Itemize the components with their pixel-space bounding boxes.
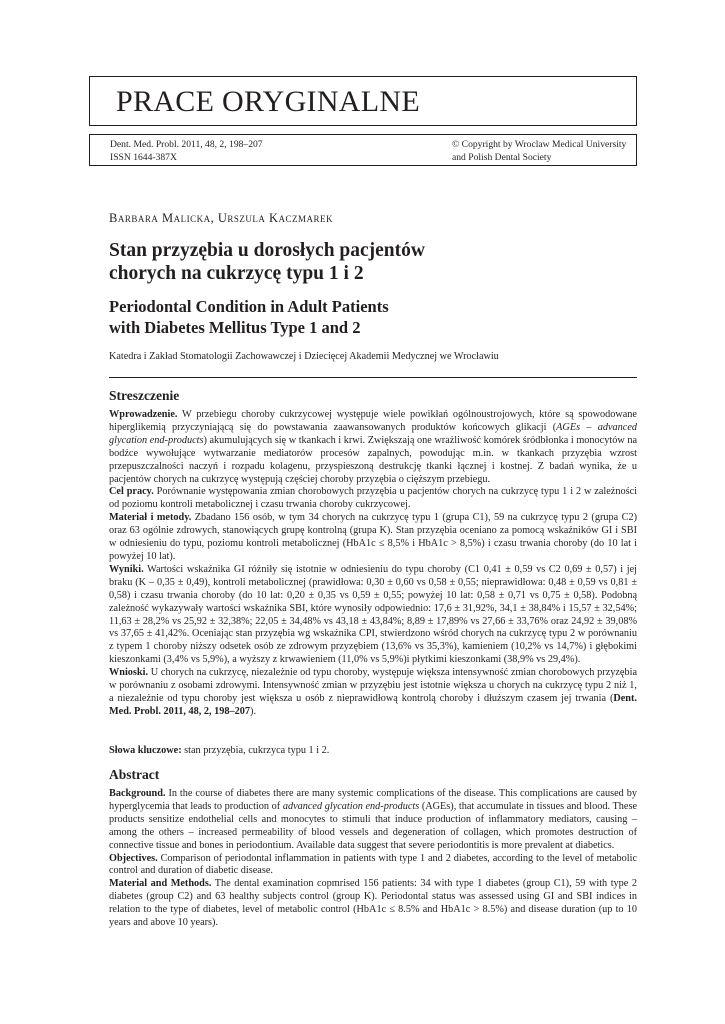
wprowadzenie-ages: AGEs – advanced glycation end-products [109, 421, 637, 446]
abstract-heading: Abstract [109, 767, 160, 782]
objectives-label: Objectives. [109, 852, 158, 864]
journal-line: Dent. Med. Probl. 2011, 48, 2, 198–207 [110, 139, 263, 150]
wnioski-reference: Dent. Med. Probl. 2011, 48, 2, 198–207 [109, 692, 637, 717]
wnioski-label: Wnioski. [109, 667, 149, 679]
abstract-body [109, 788, 637, 930]
title-english-line-2: with Diabetes Mellitus Type 1 and 2 [109, 318, 361, 337]
material-paragraph [109, 512, 637, 564]
methods-paragraph [109, 878, 637, 930]
background-italic: advanced glycation end-products [282, 800, 420, 812]
objectives-text: Comparison of periodontal inflammation in patients with type 1 and 2 diabetes, according to the level of metabolic control and duration of diabetic disease. [109, 852, 637, 877]
section-banner-title: PRACE ORYGINALNE [116, 85, 420, 118]
keywords-label: Słowa kluczowe: [109, 745, 182, 756]
streszczenie-heading: Streszczenie [109, 388, 180, 403]
wnioski-end: ). [250, 705, 257, 717]
background-text-a: In the course of diabetes there are many systemic complications of the disease. This complications are caused by hyperglycemia that leads to production of [109, 788, 637, 812]
wyniki-label: Wyniki. [109, 563, 144, 575]
authors: Barbara Malicka, Urszula Kaczmarek [109, 211, 334, 225]
background-text-b: (AGEs), that accumulate in tissues and blood. These products sensitize endothelial cells and monocytes to stimuli that induce production of inflammatory mediators, causing – among the others – increased permeability of blood vessels and degeneration of collagen, which promotes destruction of connective tissue and bones in periodontium. Available data suggest that severe periodontitis is more prevalent at diabetics. [109, 800, 637, 851]
material-text: Zbadano 156 osób, w tym 34 chorych na cukrzycę typu 1 (grupa C1), 59 na cukrzycę typu 2 (grupa C2) oraz 63 ogólnie zdrowych, stanowiących grupę kontrolną (grupa K). Stan przyzębia oceniano za pomocą wskaźników GI i SBI w odniesieniu do typu, poziomu kontroli metabolicznej (HbA1c ≤ 8,5% i HbA1c > 8,5%) i czasu trwania choroby (do 10 lat i powyżej 10 lat). [109, 512, 637, 562]
wnioski-text: U chorych na cukrzycę, niezależnie od typu choroby, występuje większa intensywność zmian chorobowych przyzębia w porównaniu z osobami zdrowymi. Intensywność zmian w przyzębiu jest istotnie większa u chorych na cukrzycę typu 2 niż 1, a niezależnie od typu choroby jest większa u osób z nieprawidłową kontrolą choroby i dłuższym czasem jej trwania ( [109, 667, 637, 704]
section-banner [89, 76, 637, 126]
keywords [109, 745, 637, 758]
title-english [109, 296, 629, 338]
methods-text: The dental examination copmrised 156 patients: 34 with type 1 diabetes (group C1), 59 with type 2 diabetes (group C2) and 63 healthy subjects control (group K). Periodontal status was assessed using GI and SBI indices in relation to the type of diabetes, level of metabolic control (HbA1c ≤ 8.5% and HbA1c > 8.5%) and disease duration (up to 10 years and above 10 years). [109, 878, 637, 929]
material-label: Materiał i metody. [109, 512, 192, 524]
streszczenie-body [109, 409, 637, 719]
objectives-paragraph [109, 853, 637, 879]
title-polish-line-1: Stan przyzębia u dorosłych pacjentów [109, 240, 425, 261]
copyright-line-1: © Copyright by Wroclaw Medical University [452, 139, 627, 150]
background-label: Background. [109, 788, 166, 799]
affiliation: Katedra i Zakład Stomatologii Zachowawczej i Dziecięcej Akademii Medycznej we Wrocławiu [109, 351, 499, 362]
cel-paragraph [109, 486, 637, 512]
title-polish-line-2: chorych na cukrzycę typu 1 i 2 [109, 263, 364, 284]
copyright-line-2: and Polish Dental Society [452, 152, 552, 163]
wnioski-paragraph [109, 667, 637, 719]
wyniki-text: Wartości wskaźnika GI różniły się istotnie w odniesieniu do typu choroby (C1 0,41 ± 0,59 vs C2 0,69 ± 0,57) i jej braku (K – 0,35 ± 0,49), kontroli metabolicznej (prawidłowa: 0,30 ± 0,60 vs 0,58 ± 0,55; nieprawidłowa: 0,48 ± 0,59 vs 0,81 ± 0,58) i czasu trwania choroby (do 10 lat: 0,20 ± 0,35 vs 0,59 ± 0,55; powyżej 10 lat: 0,58 ± 0,71 vs 0,75 ± 0,58). Podobną zależność wykazywały wartości wskaźnika SBI, które wynosiły odpowiednio: 17,6 ± 31,92%, 34,1 ± 38,84% i 15,57 ± 32,54%; 11,63 ± 28,2% vs 25,92 ± 32,38%; 22,05 ± 34,48% vs 43,18 ± 43,84%; 8,89 ± 17,89% vs 27,66 ± 33,76% oraz 24,92 ± 39,08% vs 37,65 ± 41,42%. Oceniając stan przyzębia wg wskaźnika CPI, stwierdzono wśród chorych na cukrzycę typu 2 w porównaniu z typem 1 choroby niższy odsetek osób ze zdrowym przyzębiem (13,6% vs 35,3%), kamieniem (10,2% vs 14,7%) i głębokimi kieszonkami (3,4% vs 5,9%), a wyższy z krwawieniem (11,0% vs 5,9%)i płytkimi kieszonkami (38,9% vs 29,4%). [109, 563, 637, 666]
wprowadzenie-text-a: W przebiegu choroby cukrzycowej występuje wiele powikłań ogólnoustrojowych, które są spowodowane hiperglikemią przyczyniającą się do powstawania zaawansowanych produktów końcowych glikacji ( [109, 409, 637, 433]
background-paragraph [109, 788, 637, 853]
wprowadzenie-label: Wprowadzenie. [109, 409, 178, 420]
journal-citation [110, 138, 263, 164]
journal-info-box [89, 134, 637, 166]
wyniki-paragraph [109, 564, 637, 667]
divider [109, 377, 637, 378]
title-english-line-1: Periodontal Condition in Adult Patients [109, 297, 389, 316]
cel-text: Porównanie występowania zmian chorobowych przyzębia u pacjentów chorych na cukrzycę typu 1 i 2 w zależności od poziomu kontroli metabolicznej i czasu trwania choroby cukrzycowej. [109, 486, 637, 511]
issn-line: ISSN 1644-387X [110, 152, 177, 163]
keywords-text: stan przyzębia, cukrzyca typu 1 i 2. [181, 745, 330, 756]
cel-label: Cel pracy. [109, 486, 154, 498]
wprowadzenie-paragraph [109, 409, 637, 486]
copyright-notice [452, 138, 626, 164]
methods-label: Material and Methods. [109, 878, 212, 890]
wprowadzenie-text-b: ) akumulujących się w tkankach i krwi. Zwiększają one wrażliwość komórek śródbłonka i monocytów na bodźce wywołujące wytwarzanie mediatorów procesów zapalnych, powodując m.in. w tkankach przyzębia wzrost przepuszczalności naczyń i rozpadu kolagenu, przyspieszoną destrukcję tkanki łącznej i kostnej. Z badań wynika, że u pacjentów chorych na cukrzycę występują częściej choroby przyzębia o cięższym przebiegu. [109, 434, 638, 485]
title-polish [109, 239, 629, 285]
